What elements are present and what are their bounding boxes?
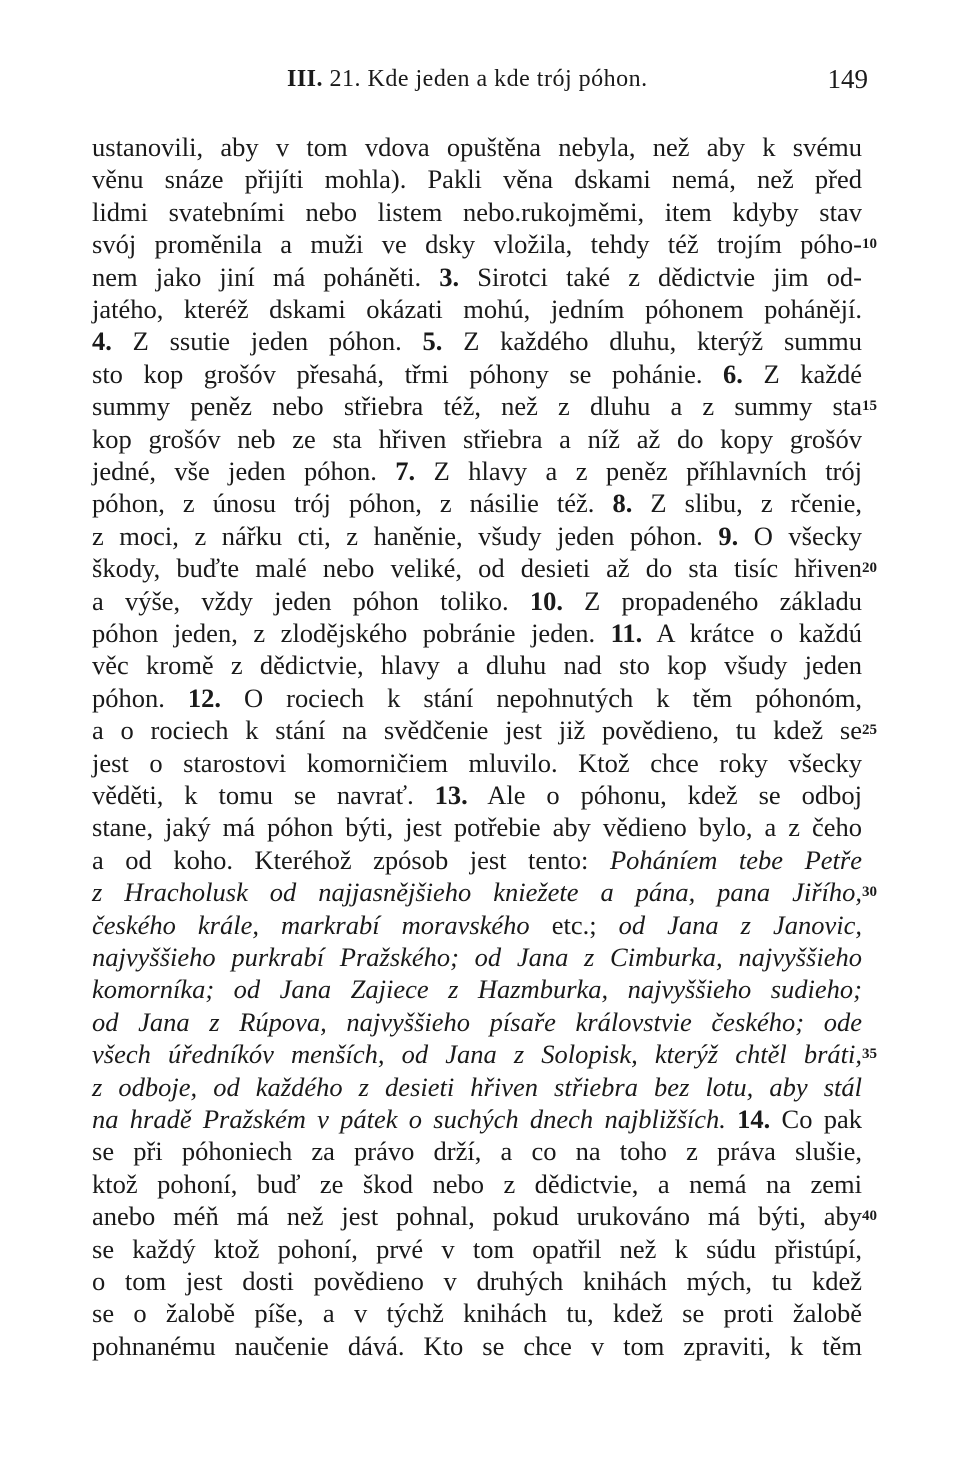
- text-run: nem jako jiní má poháněti.: [92, 261, 440, 292]
- paragraph-number: 9.: [718, 520, 739, 551]
- paragraph-number: 6.: [723, 358, 743, 389]
- text-line: [92, 519, 862, 553]
- paragraph-number: 10.: [529, 585, 563, 616]
- italic-run: najvyššieho purkrabí Pražského; od Jana z Cimburka, najvyššieho: [92, 942, 862, 972]
- italic-run: na hradě Pražském v pátek o suchých dnech najbližších.: [92, 1104, 726, 1134]
- text-run: póhon jeden, z zlodějského pobránie jeden.: [92, 618, 611, 648]
- text-line: lidmi svatebními nebo listem nebo.rukojměmi, item kdyby stav: [92, 196, 862, 227]
- italic-run: komorníka; od Jana Zajiece z Hazmburka, najvyššieho sudieho;: [92, 974, 862, 1005]
- text-line: věnu snáze přijíti mohla). Pakli věna dskami nemá, než před: [92, 164, 862, 195]
- text-run: Z hlavy a z peněz příhlavních trój: [415, 456, 862, 486]
- text-line: o tom jest dosti povědieno v druhých knihách mých, tu kdež: [92, 1266, 862, 1296]
- running-head: [287, 66, 648, 93]
- text-run: Z propadeného základu: [562, 585, 862, 616]
- text-line: jatého, kteréž dskami okázati mohú, jedním póhonem pohánějí.: [92, 294, 862, 324]
- text-line: summy peněz nebo střiebra též, než z dluhu a z summy sta: [92, 391, 862, 422]
- text-run: Z ssutie jeden póhon.: [111, 326, 423, 357]
- running-header: [92, 64, 876, 104]
- text-line: [92, 875, 862, 909]
- italic-run: od Jana z Janovic,: [618, 909, 863, 940]
- text-line: stane, jaký má póhon býti, jest potřebie aby vědieno bylo, a z čeho: [92, 812, 862, 843]
- text-line: věc kromě z dědictvie, hlavy a dluhu nad sto kop všudy jeden: [92, 650, 862, 681]
- italic-run: z Hracholusk od najjasnějšieho kniežete a pána, pana Jiřího,: [92, 877, 862, 908]
- text-line: [92, 972, 862, 1006]
- line-number: 30: [862, 884, 877, 900]
- line-number: 40: [862, 1208, 877, 1224]
- text-run: a výše, vždy jeden póhon toliko.: [92, 585, 530, 616]
- text-line: škody, buďte malé nebo veliké, od desieti až do sta tisíc hřiven: [92, 553, 862, 584]
- text-line: [92, 908, 862, 942]
- paragraph-number: 14.: [737, 1104, 771, 1134]
- text-line: se při póhoniech za právo drží, a co na toho z práva slušie,: [92, 1136, 862, 1167]
- paragraph-number: 7.: [395, 456, 416, 486]
- text-run: jedné, vše jeden póhon.: [92, 456, 396, 486]
- text-run: Z každého dluhu, kterýž summu: [442, 326, 862, 357]
- text-line: [92, 1070, 862, 1104]
- text-run: sto kop grošóv přesahá, třmi póhony se pohánie.: [92, 358, 724, 389]
- text-line: [92, 486, 862, 520]
- text-line: [92, 843, 862, 877]
- text-line: [92, 681, 862, 715]
- line-number: 10: [862, 236, 877, 252]
- paragraph-number: 11.: [610, 618, 643, 648]
- text-line: [92, 357, 862, 391]
- text-line: [92, 1037, 862, 1071]
- text-line: ktož pohoní, buď ze škod nebo z dědictvie, a nemá na zemi: [92, 1168, 862, 1199]
- text-line: [92, 584, 862, 618]
- text-run: Sirotci také z dědictvie jim od-: [459, 261, 862, 292]
- text-line: jest o starostovi komorničiem mluvilo. Ktož chce roky všecky: [92, 747, 862, 778]
- text-line: se o žalobě píše, a v týchž knihách tu, kdež se proti žalobě: [92, 1298, 862, 1329]
- line-number: 20: [862, 560, 877, 576]
- text-run: Ale o póhonu, kdež se odboj: [467, 780, 862, 810]
- text-line: a o rociech k stání na svědčenie jest již povědieno, tu kdež se: [92, 715, 862, 746]
- paragraph-number: 3.: [439, 261, 460, 292]
- text-run: póhon.: [92, 682, 188, 713]
- paragraph-number: 13.: [434, 780, 468, 810]
- text-line: svój proměnila a muži ve dsky vložila, tehdy též trojím póho-: [92, 229, 862, 260]
- italic-run: od Jana z Rúpova, najvyššieho písaře královstvie českého; ode: [92, 1006, 862, 1037]
- paragraph-number: 5.: [422, 326, 443, 357]
- text-line: [92, 1102, 862, 1136]
- line-number: 15: [862, 398, 877, 414]
- paragraph-number: 8.: [612, 488, 633, 519]
- paragraph-number: 12.: [187, 682, 221, 713]
- text-run: [726, 1104, 737, 1134]
- text-line: [92, 454, 862, 488]
- text-line: anebo méň má než jest pohnal, pokud urukováno má býti, aby: [92, 1201, 862, 1232]
- text-run: Co pak: [770, 1104, 862, 1134]
- text-line: [92, 260, 862, 294]
- chapter-number: III.: [287, 66, 324, 92]
- text-run: póhon, z únosu trój póhon, z násilie též.: [92, 488, 613, 519]
- italic-run: z odboje, od každého z desieti hřiven střiebra bez lotu, aby stál: [92, 1071, 862, 1102]
- line-number: 25: [862, 722, 877, 738]
- text-run: etc.;: [529, 909, 619, 940]
- text-run: A krátce o každú: [642, 618, 862, 648]
- text-run: Z každé: [742, 358, 862, 389]
- text-run: O rociech k stání nepohnutých k těm póhonóm,: [221, 682, 862, 713]
- text-line: [92, 324, 862, 358]
- section-title: 21. Kde jeden a kde trój póhon.: [329, 66, 648, 92]
- text-run: z moci, z nářku cti, z haněnie, všudy jeden póhon.: [92, 520, 719, 551]
- text-run: a od koho. Kteréhož zpósob jest tento:: [92, 844, 610, 875]
- italic-run: všech úředníkóv menších, od Jana z Solopisk, kterýž chtěl bráti,: [92, 1039, 862, 1070]
- text-line: ustanovili, aby v tom vdova opuštěna nebyla, než aby k svému: [92, 132, 862, 162]
- text-line: [92, 778, 862, 812]
- italic-run: Poháníem tebe Petře: [609, 844, 862, 875]
- paragraph-number: 4.: [92, 326, 112, 357]
- text-run: O všecky: [738, 520, 862, 551]
- page-number: 149: [827, 64, 868, 94]
- text-line: pohnanému naučenie dává. Kto se chce v tom zpraviti, k těm: [92, 1330, 862, 1361]
- italic-run: českého krále, markrabí moravského: [92, 909, 530, 940]
- line-number: 35: [862, 1046, 877, 1062]
- text-line: [92, 616, 862, 650]
- text-run: věděti, k tomu se navrať.: [92, 780, 435, 810]
- text-line: kop grošóv neb ze sta hřiven střiebra a níž až do kopy grošóv: [92, 423, 862, 454]
- text-line: [92, 1005, 862, 1039]
- text-line: [92, 940, 862, 974]
- text-run: Z slibu, z rčenie,: [632, 488, 862, 519]
- text-line: se každý ktož pohoní, prvé v tom opatřil než k súdu přistúpí,: [92, 1233, 862, 1264]
